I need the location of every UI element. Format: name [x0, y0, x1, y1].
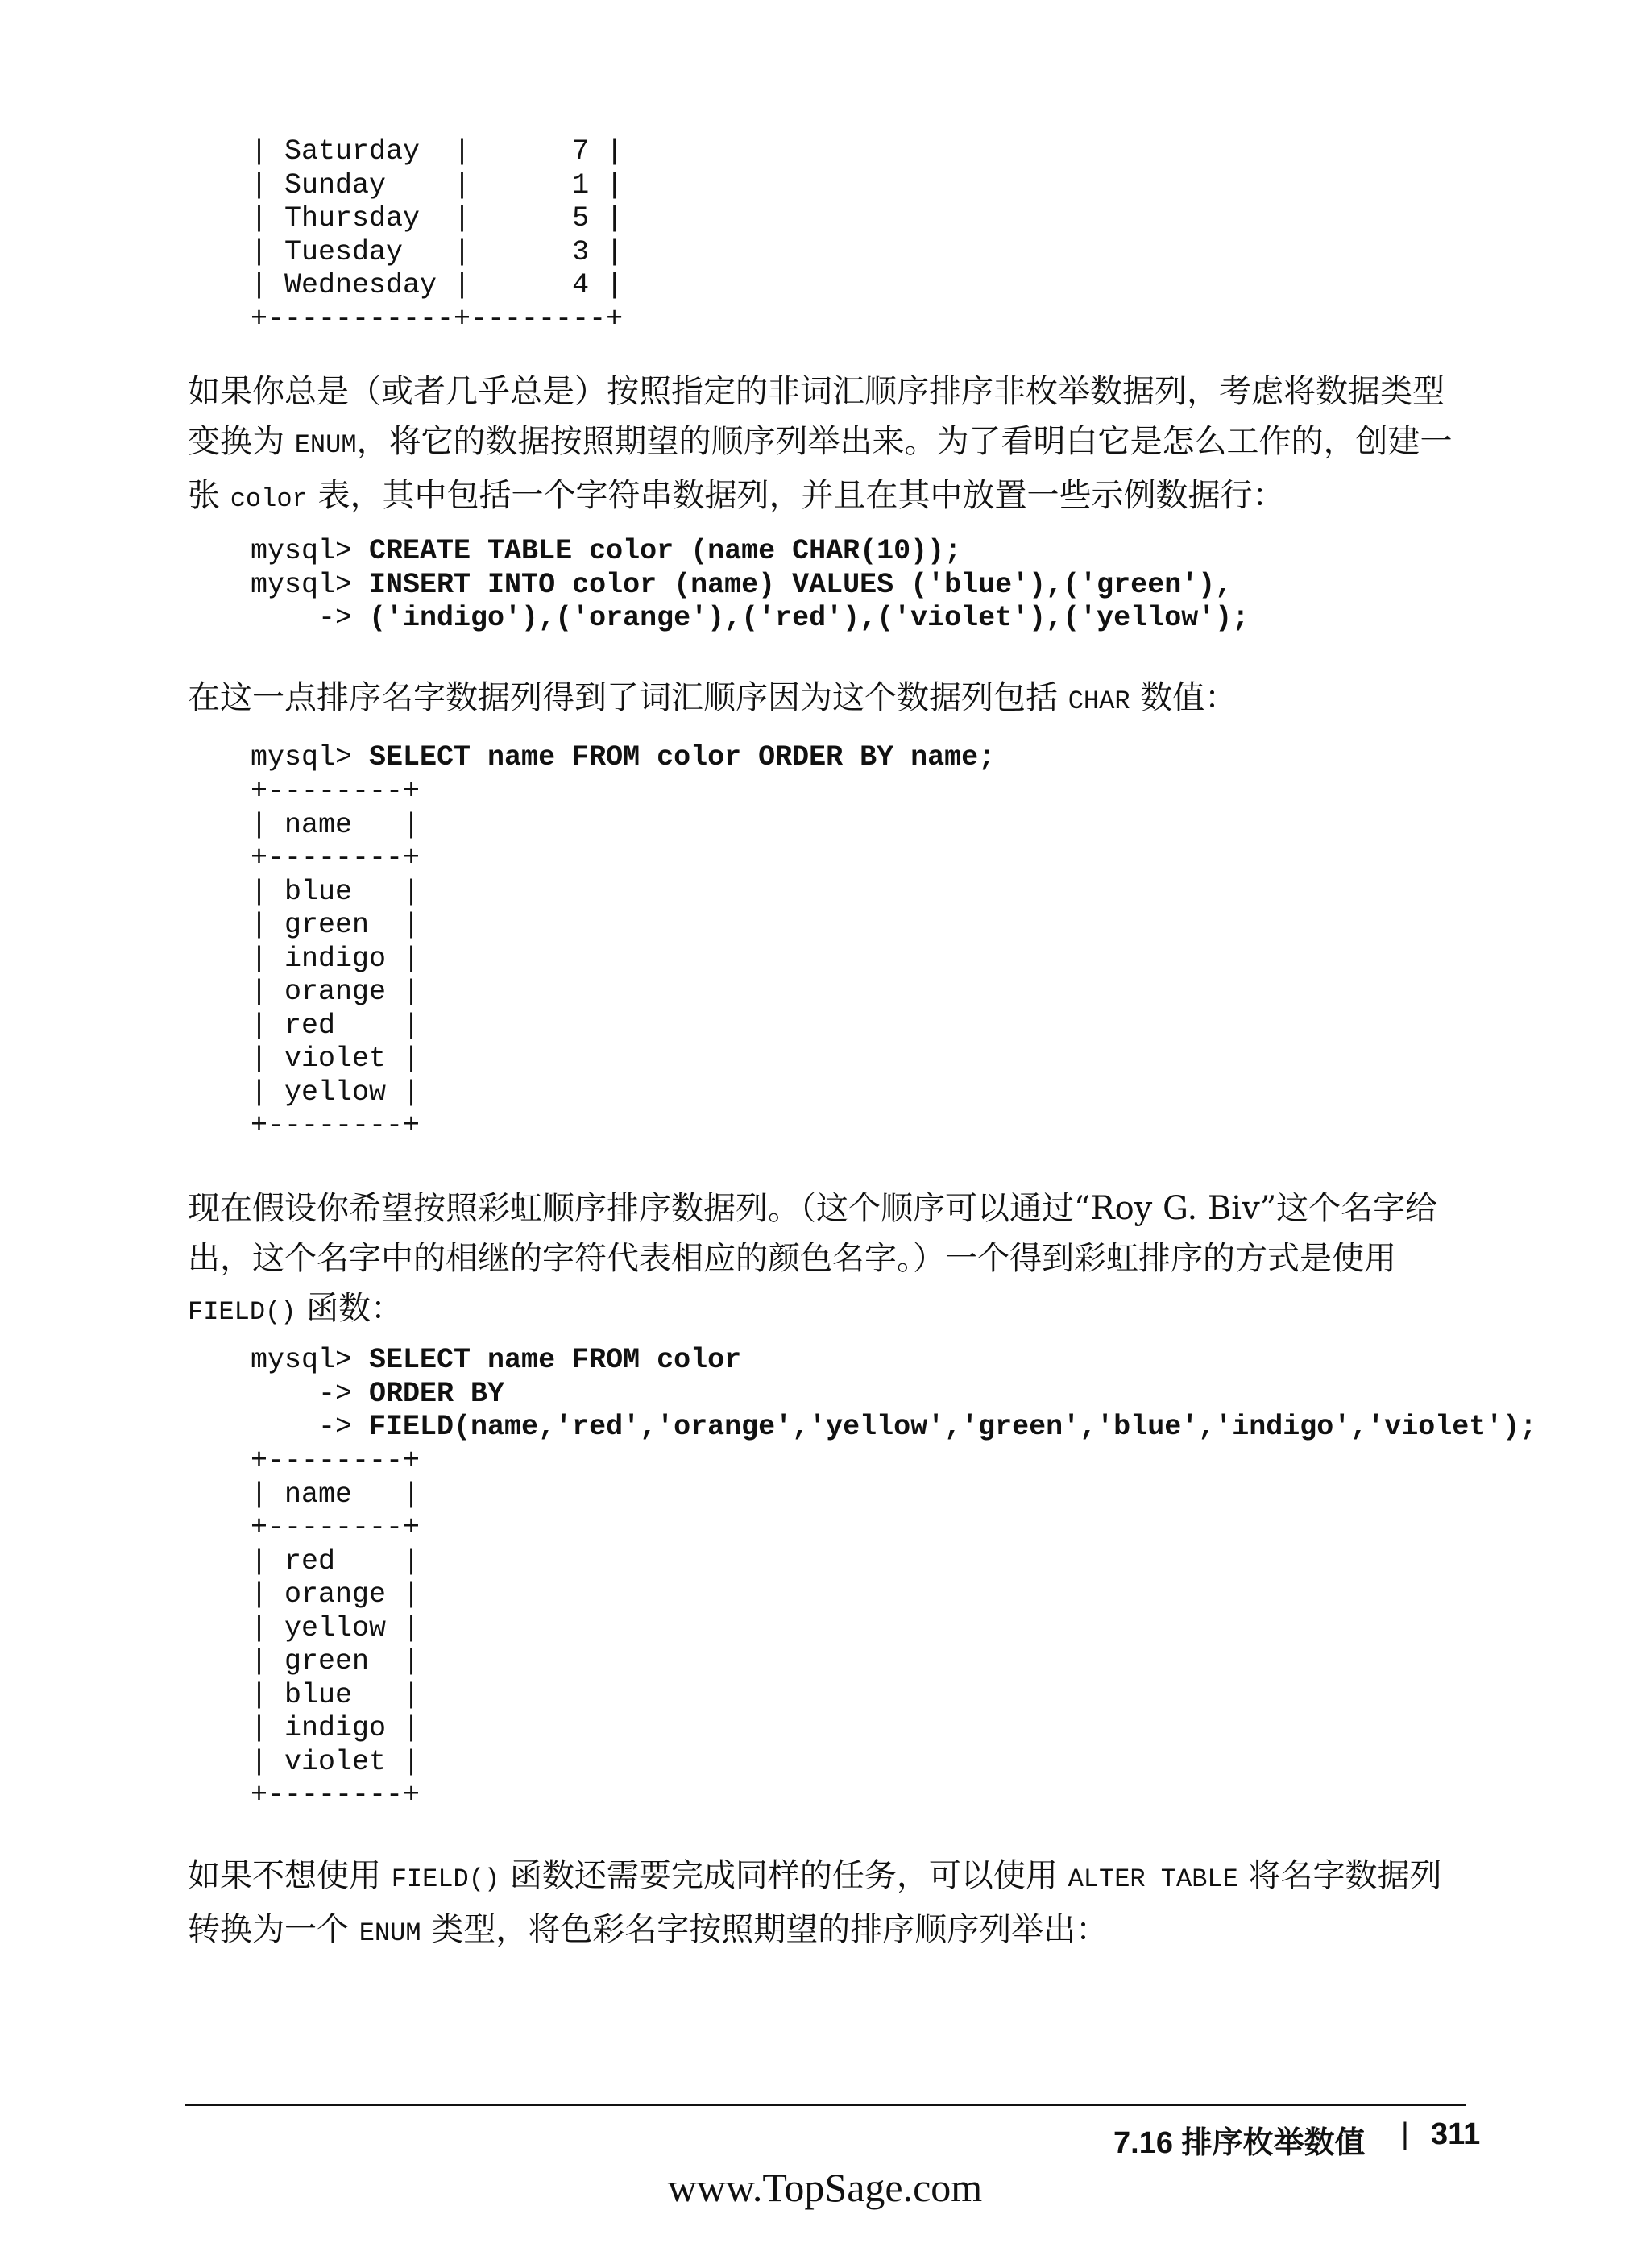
table-row: | blue | — [251, 875, 421, 908]
code-line: -> FIELD(name,'red','orange','yellow','green','blue','indigo','violet'); — [251, 1411, 1537, 1443]
table-row: | violet | — [251, 1745, 421, 1778]
result-table-rainbow — [251, 1445, 420, 1813]
table-row: | Wednesday | 4 | — [251, 269, 624, 301]
inline-code-alter-table: ALTER TABLE — [1068, 1864, 1238, 1894]
table-row: | Tuesday | 3 | — [251, 235, 624, 268]
inline-code-enum: ENUM — [294, 430, 357, 460]
result-table-alphabetical — [251, 775, 420, 1143]
code-line: mysql> SELECT name FROM color ORDER BY name; — [251, 741, 996, 773]
table-border: +--------+ — [251, 842, 421, 874]
table-row: | Sunday | 1 | — [251, 168, 624, 201]
code-line: mysql> CREATE TABLE color (name CHAR(10)); — [251, 535, 962, 567]
inline-code-char: CHAR — [1068, 686, 1130, 716]
table-row: | yellow | — [251, 1611, 421, 1644]
table-row: | yellow | — [251, 1076, 421, 1109]
days-table-tail — [251, 135, 623, 336]
table-border: +--------+ — [251, 1109, 421, 1142]
table-border: +--------+ — [251, 775, 421, 807]
watermark-url: www.TopSage.com — [667, 2165, 983, 2210]
code-line: mysql> INSERT INTO color (name) VALUES ('blue'),('green'), — [251, 568, 1233, 601]
code-select-field — [251, 1344, 1536, 1445]
inline-code-field: FIELD() — [188, 1297, 296, 1327]
table-border: +--------+ — [251, 1511, 421, 1544]
inline-code-enum: ENUM — [359, 1918, 421, 1948]
code-line: -> ORDER BY — [251, 1377, 505, 1410]
footer-rule — [185, 2104, 1466, 2106]
table-row: | blue | — [251, 1678, 421, 1711]
table-row: | green | — [251, 909, 421, 941]
table-border: +-----------+--------+ — [251, 302, 624, 335]
table-row: | indigo | — [251, 1712, 421, 1744]
table-row: | indigo | — [251, 942, 421, 975]
paragraph-lexical-order: 在这一点排序名字数据列得到了词汇顺序因为这个数据列包括 CHAR 数值： — [188, 679, 1238, 716]
inline-code-color: color — [230, 484, 308, 514]
table-row: | orange | — [251, 976, 421, 1008]
table-border: +--------+ — [251, 1779, 421, 1811]
paragraph-alter-table: 如果不想使用 FIELD() 函数还需要完成同样的任务，可以使用 ALTER TABLE 将名字数据列转换为一个 ENUM 类型，将色彩名字按照期望的排序顺序列举出： — [188, 1857, 1442, 1948]
table-row: | violet | — [251, 1043, 421, 1075]
footer-separator: | — [1401, 2117, 1409, 2151]
paragraph-rainbow-order: 现在假设你希望按照彩虹顺序排序数据列。（这个顺序可以通过“Roy G. Biv”这个名字给出，这个名字中的相继的字符代表相应的颜色名字。）一个得到彩虹排序的方式是使用 FIELD() 函数： — [188, 1190, 1438, 1327]
table-row: | red | — [251, 1009, 421, 1042]
footer-section-title: 7.16 排序枚举数值 — [1113, 2126, 1366, 2160]
table-row: | green | — [251, 1645, 421, 1677]
code-select-order-by-name — [251, 741, 995, 775]
code-line: mysql> SELECT name FROM color — [251, 1344, 742, 1376]
table-header: | name | — [251, 1478, 421, 1511]
table-row: | orange | — [251, 1578, 421, 1611]
table-header: | name | — [251, 808, 421, 841]
code-create-insert — [251, 535, 1249, 636]
table-row: | Thursday | 5 | — [251, 202, 624, 234]
table-border: +--------+ — [251, 1445, 421, 1477]
code-line: -> ('indigo'),('orange'),('red'),('violet'),('yellow'); — [251, 602, 1250, 634]
page-number: 311 — [1431, 2117, 1481, 2151]
table-row: | Saturday | 7 | — [251, 135, 624, 168]
inline-code-field: FIELD() — [391, 1864, 500, 1894]
table-row: | red | — [251, 1544, 421, 1578]
paragraph-enum-intro: 如果你总是（或者几乎总是）按照指定的非词汇顺序排序非枚举数据列，考虑将数据类型变换为 ENUM，将它的数据按照期望的顺序列举出来。为了看明白它是怎么工作的，创建一张 color 表，其中包括一个字符串数据列，并且在其中放置一些示例数据行： — [188, 373, 1453, 514]
